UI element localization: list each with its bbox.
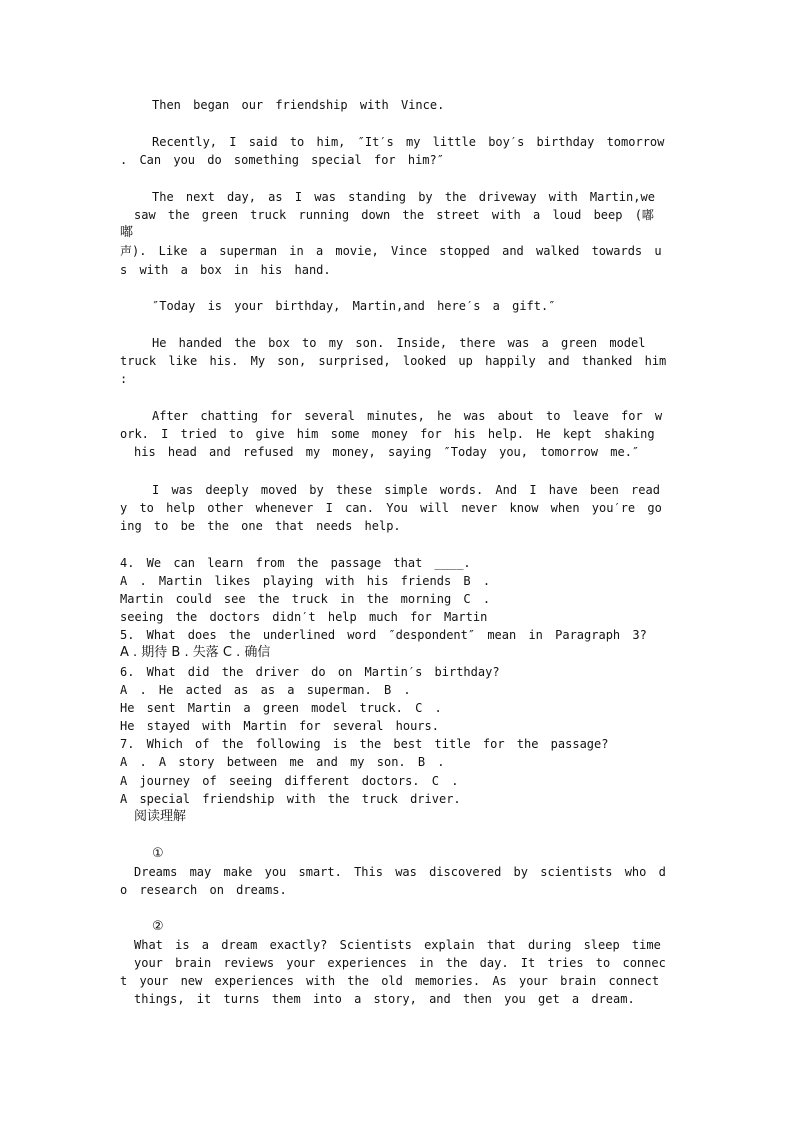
question-7: 7. Which of the following is the best title for the passage? xyxy=(120,737,609,751)
story-line-7: 声). Like a superman in a movie, Vince stopped and walked towards u xyxy=(120,244,662,258)
reading-line-4: your brain reviews your experiences in the day. It tries to connec xyxy=(134,956,666,970)
question-5: 5. What does the underlined word ″despondent″ mean in Paragraph 3? xyxy=(120,628,647,642)
question-6-option-a: A . He acted as as a superman. B . xyxy=(120,683,411,697)
reading-line-2: o research on dreams. xyxy=(120,883,287,897)
story-line-2: Recently, I said to him, ″It′s my little boy′s birthday tomorrow xyxy=(152,135,665,149)
question-4: 4. We can learn from the passage that ____. xyxy=(120,556,471,570)
question-4-option-c: seeing the doctors didn′t help much for Martin xyxy=(120,610,488,624)
question-7-option-a: A . A story between me and my son. B . xyxy=(120,755,445,769)
story-line-9: ″Today is your birthday, Martin,and here′s a gift.″ xyxy=(152,299,556,313)
reading-line-1: Dreams may make you smart. This was discovered by scientists who d xyxy=(134,865,666,879)
story-line-17: y to help other whenever I can. You will never know when you′re go xyxy=(120,501,662,515)
story-line-10: He handed the box to my son. Inside, there was a green model xyxy=(152,336,646,350)
story-line-13: After chatting for several minutes, he was about to leave for w xyxy=(152,409,663,423)
question-4-option-a: A . Martin likes playing with his friends B . xyxy=(120,574,491,588)
story-line-18: ing to be the one that needs help. xyxy=(120,519,401,533)
story-line-8: s with a box in his hand. xyxy=(120,263,331,277)
story-line-16: I was deeply moved by these simple words. And I have been read xyxy=(152,483,660,497)
story-line-5: saw the green truck running down the street with a loud beep (嘟 xyxy=(134,208,654,222)
question-6: 6. What did the driver do on Martin′s birthday? xyxy=(120,665,500,679)
question-6-option-c: He stayed with Martin for several hours. xyxy=(120,719,439,733)
story-line-15: his head and refused my money, saying ″Today you, tomorrow me.″ xyxy=(134,445,640,459)
question-4-option-b: Martin could see the truck in the morning C . xyxy=(120,592,491,606)
story-line-1: Then began our friendship with Vince. xyxy=(152,98,445,112)
reading-line-6: things, it turns them into a story, and then you get a dream. xyxy=(134,992,635,1006)
story-line-11: truck like his. My son, surprised, looked up happily and thanked him xyxy=(120,354,667,368)
story-line-3: . Can you do something special for him?″ xyxy=(120,153,444,167)
story-line-14: ork. I tried to give him some money for his help. He kept shaking xyxy=(120,427,655,441)
question-7-option-c: A special friendship with the truck driver. xyxy=(120,792,461,806)
section-heading: 阅读理解 xyxy=(134,809,187,824)
question-5-options: A . 期待 B . 失落 C . 确信 xyxy=(120,645,271,660)
story-line-4: The next day, as I was standing by the driveway with Martin,we xyxy=(152,190,655,204)
story-line-6: 嘟 xyxy=(120,225,134,240)
reading-line-3: What is a dream exactly? Scientists explain that during sleep time xyxy=(134,938,661,952)
question-7-option-b: A journey of seeing different doctors. C . xyxy=(120,774,459,788)
paragraph-marker-2: ② xyxy=(152,919,164,934)
story-line-12: : xyxy=(120,372,128,386)
paragraph-marker-1: ① xyxy=(152,846,164,861)
reading-line-5: t your new experiences with the old memories. As your brain connect xyxy=(120,974,660,988)
question-6-option-b: He sent Martin a green model truck. C . xyxy=(120,701,442,715)
